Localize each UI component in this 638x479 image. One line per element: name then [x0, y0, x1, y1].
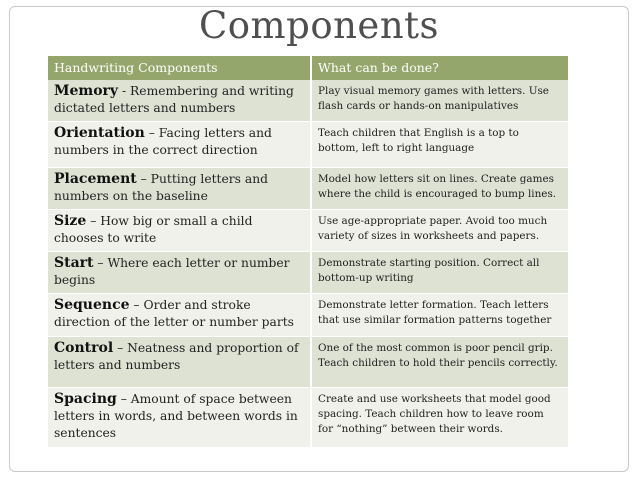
action-cell: Demonstrate letter formation. Teach letters that use similar formation patterns together [311, 293, 568, 336]
table-row [48, 209, 568, 251]
component-cell [48, 251, 311, 293]
component-description: – Facing letters and numbers in the correct direction [54, 125, 272, 157]
action-cell: Create and use worksheets that model good spacing. Teach children how to leave room for “nothing” between their words. [311, 387, 568, 447]
component-term: Start [54, 254, 94, 271]
component-term: Spacing [54, 390, 117, 407]
component-description: – Amount of space between letters in words, and between words in sentences [54, 391, 298, 440]
slide-title: Components [198, 4, 440, 47]
action-cell: Demonstrate starting position. Correct all bottom-up writing [311, 251, 568, 293]
header-what-can-be-done: What can be done? [311, 56, 568, 80]
component-term: Placement [54, 170, 137, 187]
component-term: Sequence [54, 296, 130, 313]
component-cell [48, 336, 311, 387]
header-handwriting-components: Handwriting Components [48, 56, 311, 80]
component-term: Orientation [54, 124, 145, 141]
component-term: Size [54, 212, 87, 229]
table-row [48, 387, 568, 447]
component-description: – Putting letters and numbers on the baseline [54, 171, 268, 203]
component-term: Control [54, 339, 114, 356]
action-cell: Use age-appropriate paper. Avoid too much variety of sizes in worksheets and papers. [311, 209, 568, 251]
component-description: – Order and stroke direction of the letter or number parts [54, 297, 294, 329]
component-cell [48, 121, 311, 167]
component-cell [48, 209, 311, 251]
table-row [48, 336, 568, 387]
table-row [48, 121, 568, 167]
component-description: - Remembering and writing dictated letters and numbers [54, 84, 294, 115]
component-cell [48, 80, 311, 121]
table-row [48, 251, 568, 293]
table-row [48, 80, 568, 121]
component-cell [48, 293, 311, 336]
table-header-row [48, 56, 568, 80]
component-description: – How big or small a child chooses to write [54, 213, 253, 245]
action-cell: Model how letters sit on lines. Create games where the child is encouraged to bump lines. [311, 167, 568, 209]
action-cell: Play visual memory games with letters. Use flash cards or hands-on manipulatives [311, 80, 568, 121]
component-description: – Neatness and proportion of letters and numbers [54, 340, 299, 372]
component-term: Memory [54, 83, 119, 99]
table-row [48, 167, 568, 209]
action-cell: One of the most common is poor pencil grip. Teach children to hold their pencils correctly. [311, 336, 568, 387]
component-cell [48, 167, 311, 209]
action-cell: Teach children that English is a top to bottom, left to right language [311, 121, 568, 167]
component-cell [48, 387, 311, 447]
components-table [48, 56, 568, 448]
component-description: – Where each letter or number begins [54, 255, 290, 287]
table-row [48, 293, 568, 336]
